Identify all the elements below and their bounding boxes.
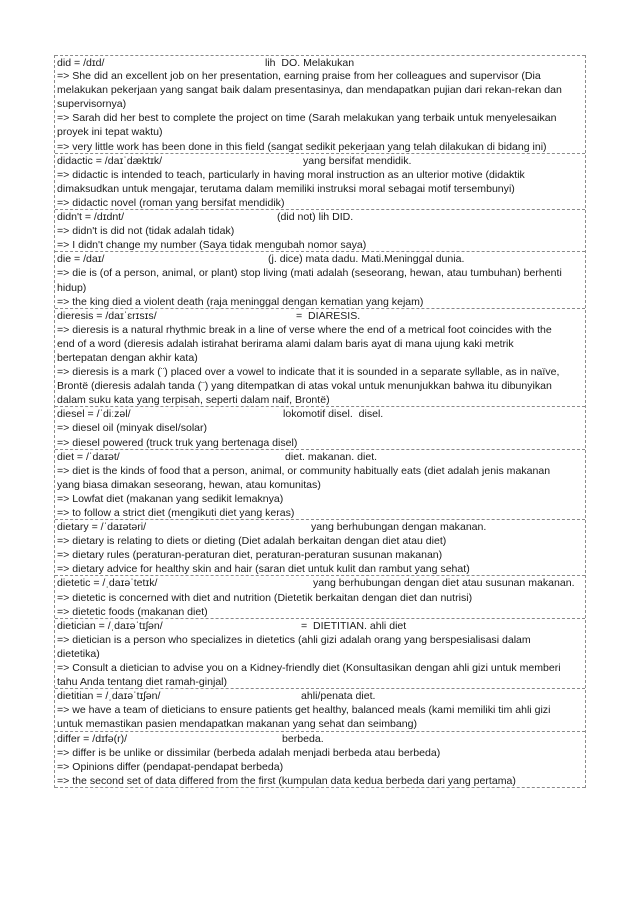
headword-pronunciation: didactic = /daɪˈdæktɪk/ [57,154,163,167]
headword-definition: yang bersifat mendidik. [303,154,412,167]
text-line: => dieresis is a natural rhythmic break in a line of verse where the end of a metrical foot coincides with the [57,323,552,336]
entry-headword-line [55,520,585,534]
entry-headword-line [55,154,585,168]
headword-definition: (j. dice) mata dadu. Mati.Meninggal dunia. [268,253,465,266]
text-line: => She did an excellent job on her presentation, earning praise from her colleagues and supervisor (Dia [57,70,541,83]
entry-headword-line [55,689,585,703]
dictionary-document [54,55,586,788]
text-line: => didactic novel (roman yang bersifat mendidik) [55,196,585,210]
entry-headword-line [55,732,585,746]
entry-headword-line [55,55,585,69]
entry-headword-line [55,210,585,224]
text-line: => the king died a violent death (raja meninggal dengan kematian yang kejam) [55,295,585,309]
text-line: => to follow a strict diet (mengikuti diet yang keras) [55,506,585,520]
text-line: => Sarah did her best to complete the project on time (Sarah melakukan yang terbaik untuk menyelesaikan [57,112,557,125]
headword-definition: = DIARESIS. [296,309,361,322]
headword-definition: yang berhubungan dengan makanan. [311,521,487,534]
headword-pronunciation: dieresis = /daɪˈɛrɪsɪs/ [57,309,157,322]
text-line: dimaksudkan untuk mengajar, terutama dalam memiliki instruksi moral sebagai motif tersembunyi) [57,182,515,195]
text-line: => I didn't change my number (Saya tidak mengubah nomor saya) [55,238,585,252]
text-line: => we have a team of dieticians to ensure patients get healthy, balanced meals (kami memiliki tim ahli gizi [57,704,551,717]
text-line: end of a word (dieresis adalah istirahat berirama alami dalam baris ayat di mana ujung kaki metrik [57,337,514,350]
text-line: dietetika) [57,647,100,660]
text-line: yang biasa dimakan seseorang, hewan, atau komunitas) [57,478,321,491]
headword-pronunciation: dietetic = /ˌdaɪəˈtetɪk/ [57,577,158,590]
text-line: => dieresis is a mark (¨) placed over a vowel to indicate that it is sounded in a separate syllable, as in naïve, [57,366,560,379]
text-line: proyek ini tepat waktu) [57,126,163,139]
headword-pronunciation: diet = /ˈdaɪət/ [57,450,120,463]
headword-definition: ahli/penata diet. [301,690,376,703]
headword-pronunciation: differ = /dɪfə(r)/ [57,732,128,745]
text-line: => differ is be unlike or dissimilar (berbeda adalah menjadi berbeda atau berbeda) [57,746,441,759]
headword-definition: berbeda. [282,732,324,745]
text-line: supervisornya) [57,98,127,111]
headword-definition: diet. makanan. diet. [285,450,378,463]
text-line: tahu Anda tentang diet ramah-ginjal) [55,675,585,689]
text-line: dalam suku kata yang terpisah, seperti dalam naif, Brontë) [55,393,585,407]
text-line: Brontë (dieresis adalah tanda (¨) yang ditempatkan di atas vokal untuk menunjukkan bahwa itu dibunyikan [57,380,552,393]
text-line: => dietetic foods (makanan diet) [55,605,585,619]
entry-headword-line [55,450,585,464]
text-line: => dietetic is concerned with diet and nutrition (Dietetik berkaitan dengan diet dan nutrisi) [57,591,473,604]
text-line: => diesel powered (truck truk yang bertenaga disel) [55,436,585,450]
headword-pronunciation: die = /daɪ/ [57,253,105,266]
entry-headword-line [55,309,585,323]
text-line: bertepatan dengan akhir kata) [57,351,198,364]
entry-headword-line [55,407,585,421]
headword-definition: lokomotif disel. disel. [283,408,384,421]
headword-pronunciation: did = /dɪd/ [57,57,105,69]
text-line: untuk memastikan pasien mendapatkan makanan yang sehat dan seimbang) [55,717,585,731]
text-line: => very little work has been done in this field (sangat sedikit pekerjaan yang telah dilakukan di bidang ini) [55,140,585,154]
text-line: => the second set of data differed from the first (kumpulan data kedua berbeda dari yang pertama) [55,774,585,788]
text-line: => dietician is a person who specializes in dietetics (ahli gizi adalah orang yang berspesialisasi dalam [57,633,531,646]
text-line: => didn't is did not (tidak adalah tidak) [57,225,235,238]
text-line: => dietary rules (peraturan-peraturan diet, peraturan-peraturan susunan makanan) [57,549,443,562]
text-line: => didactic is intended to teach, particularly in having moral instruction as an ulterior motive (didaktik [57,168,525,181]
text-line: => dietary is relating to diets or dieting (Diet adalah berkaitan dengan diet atau diet) [57,535,447,548]
headword-definition: (did not) lih DID. [277,211,354,224]
entry-headword-line [55,576,585,590]
text-line: => Consult a dietician to advise you on a Kidney-friendly diet (Konsultasikan dengan ahli gizi untuk memberi [57,662,561,675]
entry-headword-line [55,252,585,266]
headword-pronunciation: dietitian = /ˌdaɪəˈtɪʃən/ [57,690,161,703]
headword-pronunciation: dietary = /ˈdaɪətəri/ [57,521,147,534]
headword-pronunciation: diesel = /ˈdiːzəl/ [57,408,131,421]
text-line: => diesel oil (minyak disel/solar) [57,422,208,435]
headword-pronunciation: didn't = /dɪdnt/ [57,211,125,224]
headword-pronunciation: dietician = /ˌdaɪəˈtɪʃən/ [57,619,163,632]
text-line: => Opinions differ (pendapat-pendapat berbeda) [57,760,284,773]
text-line: => dietary advice for healthy skin and hair (saran diet untuk kulit dan rambut yang sehat) [55,562,585,576]
text-line: hidup) [57,281,87,294]
headword-definition: = DIETITIAN. ahli diet [301,619,407,632]
headword-definition: lih DO. Melakukan [265,57,355,69]
text-line: => diet is the kinds of food that a person, animal, or community habitually eats (diet adalah jenis makanan [57,464,551,477]
text-line: melakukan pekerjaan yang sangat baik dalam presentasinya, dan mendapatkan pujian dari rekan-rekan dan [57,84,562,97]
entry-headword-line [55,619,585,633]
text-line: => die is (of a person, animal, or plant) stop living (mati adalah (seseorang, hewan, atau tumbuhan) berhenti [57,267,562,280]
text-line: => Lowfat diet (makanan yang sedikit lemaknya) [57,492,284,505]
headword-definition: yang berhubungan dengan diet atau susunan makanan. [313,577,575,590]
